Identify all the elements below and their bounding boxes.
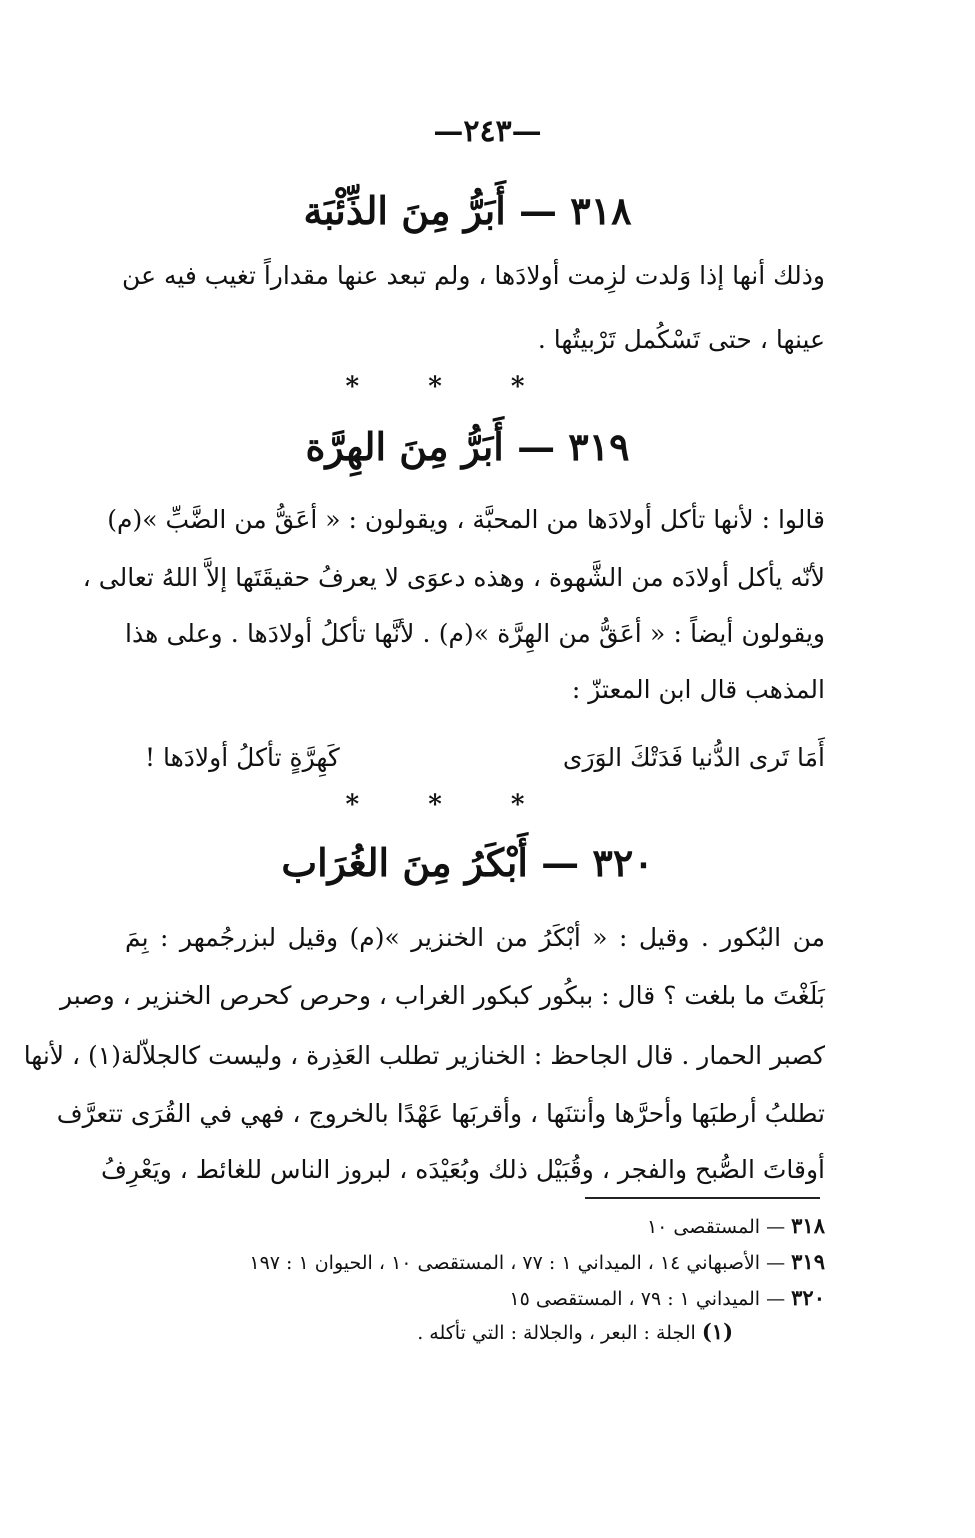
footnote — [249, 1248, 825, 1277]
footnote — [647, 1212, 825, 1241]
verse-second-hemistich: كَهِرَّةٍ تأكلُ أولادَها ! — [145, 743, 340, 772]
body-line: كصبر الحمار . قال الجاحظ : الخنازير تطلب العَذِرة ، وليست كالجلاّلة(١) ، لأنها — [23, 1041, 825, 1070]
footnote-text: — الميداني ١ : ٧٩ ، المستقصى ١٥ — [509, 1288, 786, 1310]
section-divider-stars: * * * — [345, 790, 555, 820]
footnote-number: ٣١٨ — [791, 1213, 825, 1238]
entry-title-318: ٣١٨ — أَبَرُّ مِنَ الذِّئْبَة — [303, 188, 632, 233]
footnote-text: الجلة : البعر ، والجلالة : التي تأكله . — [417, 1322, 696, 1344]
footnote-number: ٣٢٠ — [791, 1285, 825, 1310]
body-line: المذهب قال ابن المعتزّ : — [571, 675, 825, 704]
entry-title-319: ٣١٩ — أَبَرُّ مِنَ الهِرَّة — [305, 424, 630, 469]
body-line: من البُكور . وقيل : « أبْكَرُ من الخنزير »(م) وقيل لبزرجُمهر : بِمَ — [125, 923, 825, 952]
footnote — [417, 1318, 733, 1347]
footnote — [509, 1284, 825, 1313]
page-number: —٢٤٣— — [433, 114, 542, 149]
body-line: قالوا : لأنها تأكل أولادَها من المحبَّة ، ويقولون : « أعَقُّ من الضَّبِّ »(م) — [107, 505, 825, 534]
entry-title-320: ٣٢٠ — أَبْكَرُ مِنَ الغُرَاب — [281, 840, 654, 885]
body-line: عينها ، حتى تَسْكُمل تَرْبيتُها . — [537, 325, 825, 354]
body-line: وذلك أنها إذا وَلدت لزِمت أولادَها ، ولم تبعد عنها مقداراً تغيب فيه عن — [122, 261, 825, 290]
body-line: أوقاتَ الصُّبح والفجر ، وقُبَيْل ذلك وبُعَيْدَه ، لبروز الناس للغائط ، ويَعْرِفُ — [101, 1155, 825, 1184]
body-line: تطلبُ أرطبَها وأحرَّها وأنتنَها ، وأقربَها عَهْدًا بالخروج ، فهي في القُرَى تتعرَّف — [56, 1099, 825, 1128]
footnote-text: — المستقصى ١٠ — [646, 1216, 786, 1238]
poem-verse — [145, 738, 825, 778]
footnote-number: (١) — [701, 1319, 733, 1344]
body-line: بَلَغْتَ ما بلغت ؟ قال : ببكُور كبكور الغراب ، وحرص كحرص الخنزير ، وصبر — [60, 981, 825, 1010]
body-line: لأنّه يأكل أولادَه من الشَّهوة ، وهذه دعوَى لا يعرفُ حقيقَتَها إلاَّ اللهُ تعالى ، — [82, 563, 825, 592]
body-line: ويقولون أيضاً : « أعَقُّ من الهِرَّة »(م) . لأنَّها تأكلُ أولادَها . وعلى هذا — [125, 619, 825, 648]
section-divider-stars: * * * — [345, 372, 555, 402]
footnote-text: — الأصبهاني ١٤ ، الميداني ١ : ٧٧ ، المستقصى ١٠ ، الحيوان ١ : ١٩٧ — [249, 1252, 786, 1274]
footnote-number: ٣١٩ — [791, 1249, 825, 1274]
footnote-separator — [585, 1197, 820, 1199]
verse-first-hemistich: أَمَا تَرى الدُّنيا فَدَتْكَ الوَرَى — [562, 743, 825, 772]
